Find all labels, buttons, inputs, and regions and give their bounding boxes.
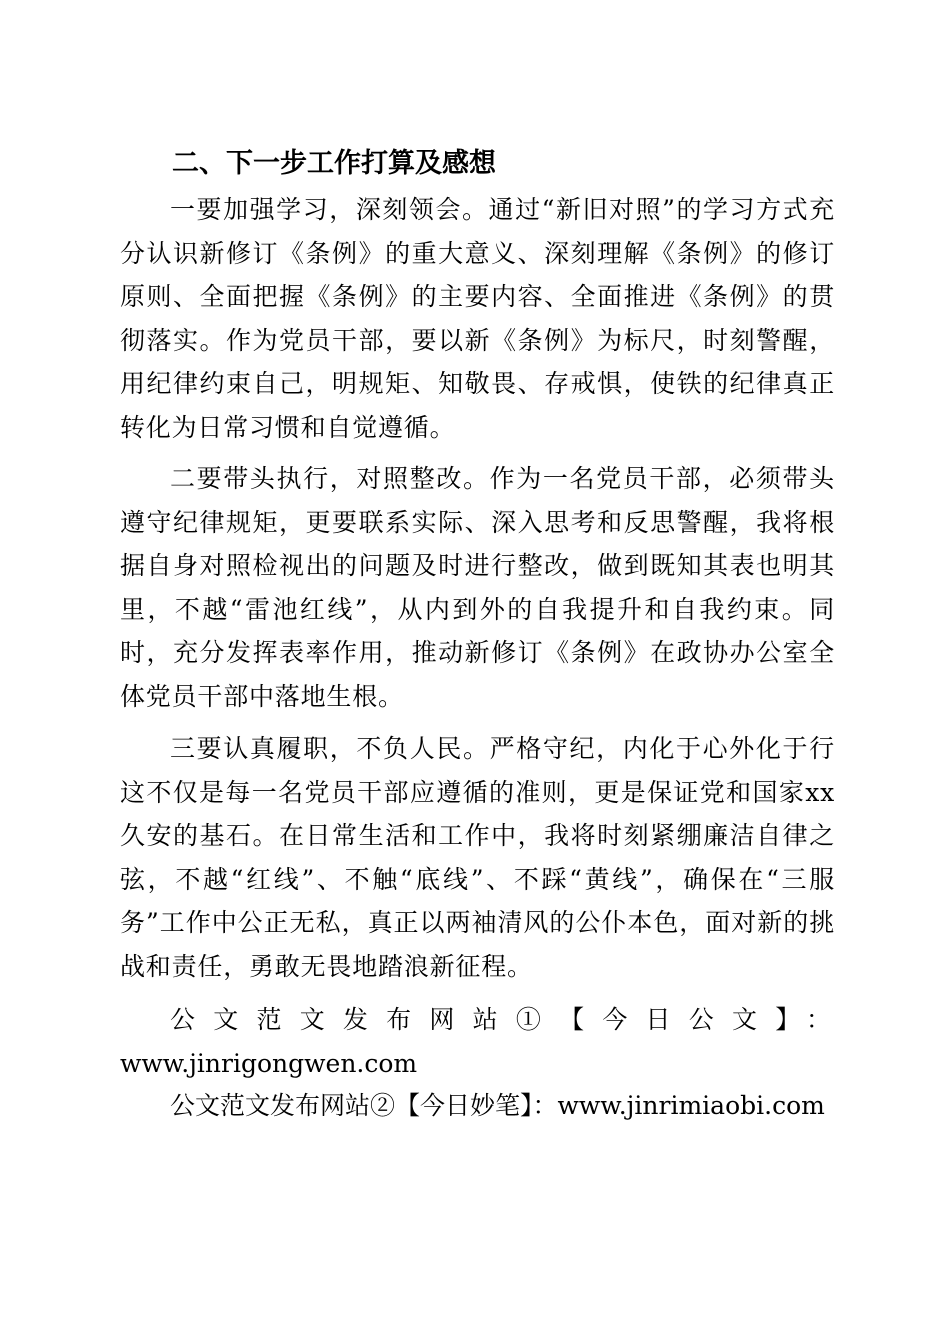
- paragraph-duty: 三要认真履职，不负人民。严格守纪，内化于心外化于行这不仅是每一名党员干部应遵循的准则，更是保证党和国家xx久安的基石。在日常生活和工作中，我将时刻紧绷廉洁自律之弦，不越“红线”、不触“底线”、不踩“黄线”，确保在“三服务”工作中公正无私，真正以两袖清风的公仆本色，面对新的挑战和责任，勇敢无畏地踏浪新征程。: [120, 734, 835, 981]
- website-reference-1: [120, 998, 835, 1085]
- section-heading: 二、下一步工作打算及感想: [172, 148, 496, 179]
- website-1-url[interactable]: www.jinrigongwen.com: [120, 1048, 418, 1078]
- paragraph-study: 一要加强学习，深刻领会。通过“新旧对照”的学习方式充分认识新修订《条例》的重大意义、深刻理解《条例》的修订原则、全面把握《条例》的主要内容、全面推进《条例》的贯彻落实。作为党员干部，要以新《条例》为标尺，时刻警醒，用纪律约束自己，明规矩、知敬畏、存戒惧，使铁的纪律真正转化为日常习惯和自觉遵循。: [120, 195, 835, 442]
- website-1-label: 公文范文发布网站①【今日公文】：: [170, 1005, 835, 1034]
- website-reference-2: 公文范文发布网站②【今日妙笔】：www.jinrimiaobi.com: [170, 1091, 825, 1120]
- paragraph-rectify: 二要带头执行，对照整改。作为一名党员干部，必须带头遵守纪律规矩，更要联系实际、深入思考和反思警醒，我将根据自身对照检视出的问题及时进行整改，做到既知其表也明其里，不越“雷池红线”，从内到外的自我提升和自我约束。同时，充分发挥表率作用，推动新修订《条例》在政协办公室全体党员干部中落地生根。: [120, 464, 835, 711]
